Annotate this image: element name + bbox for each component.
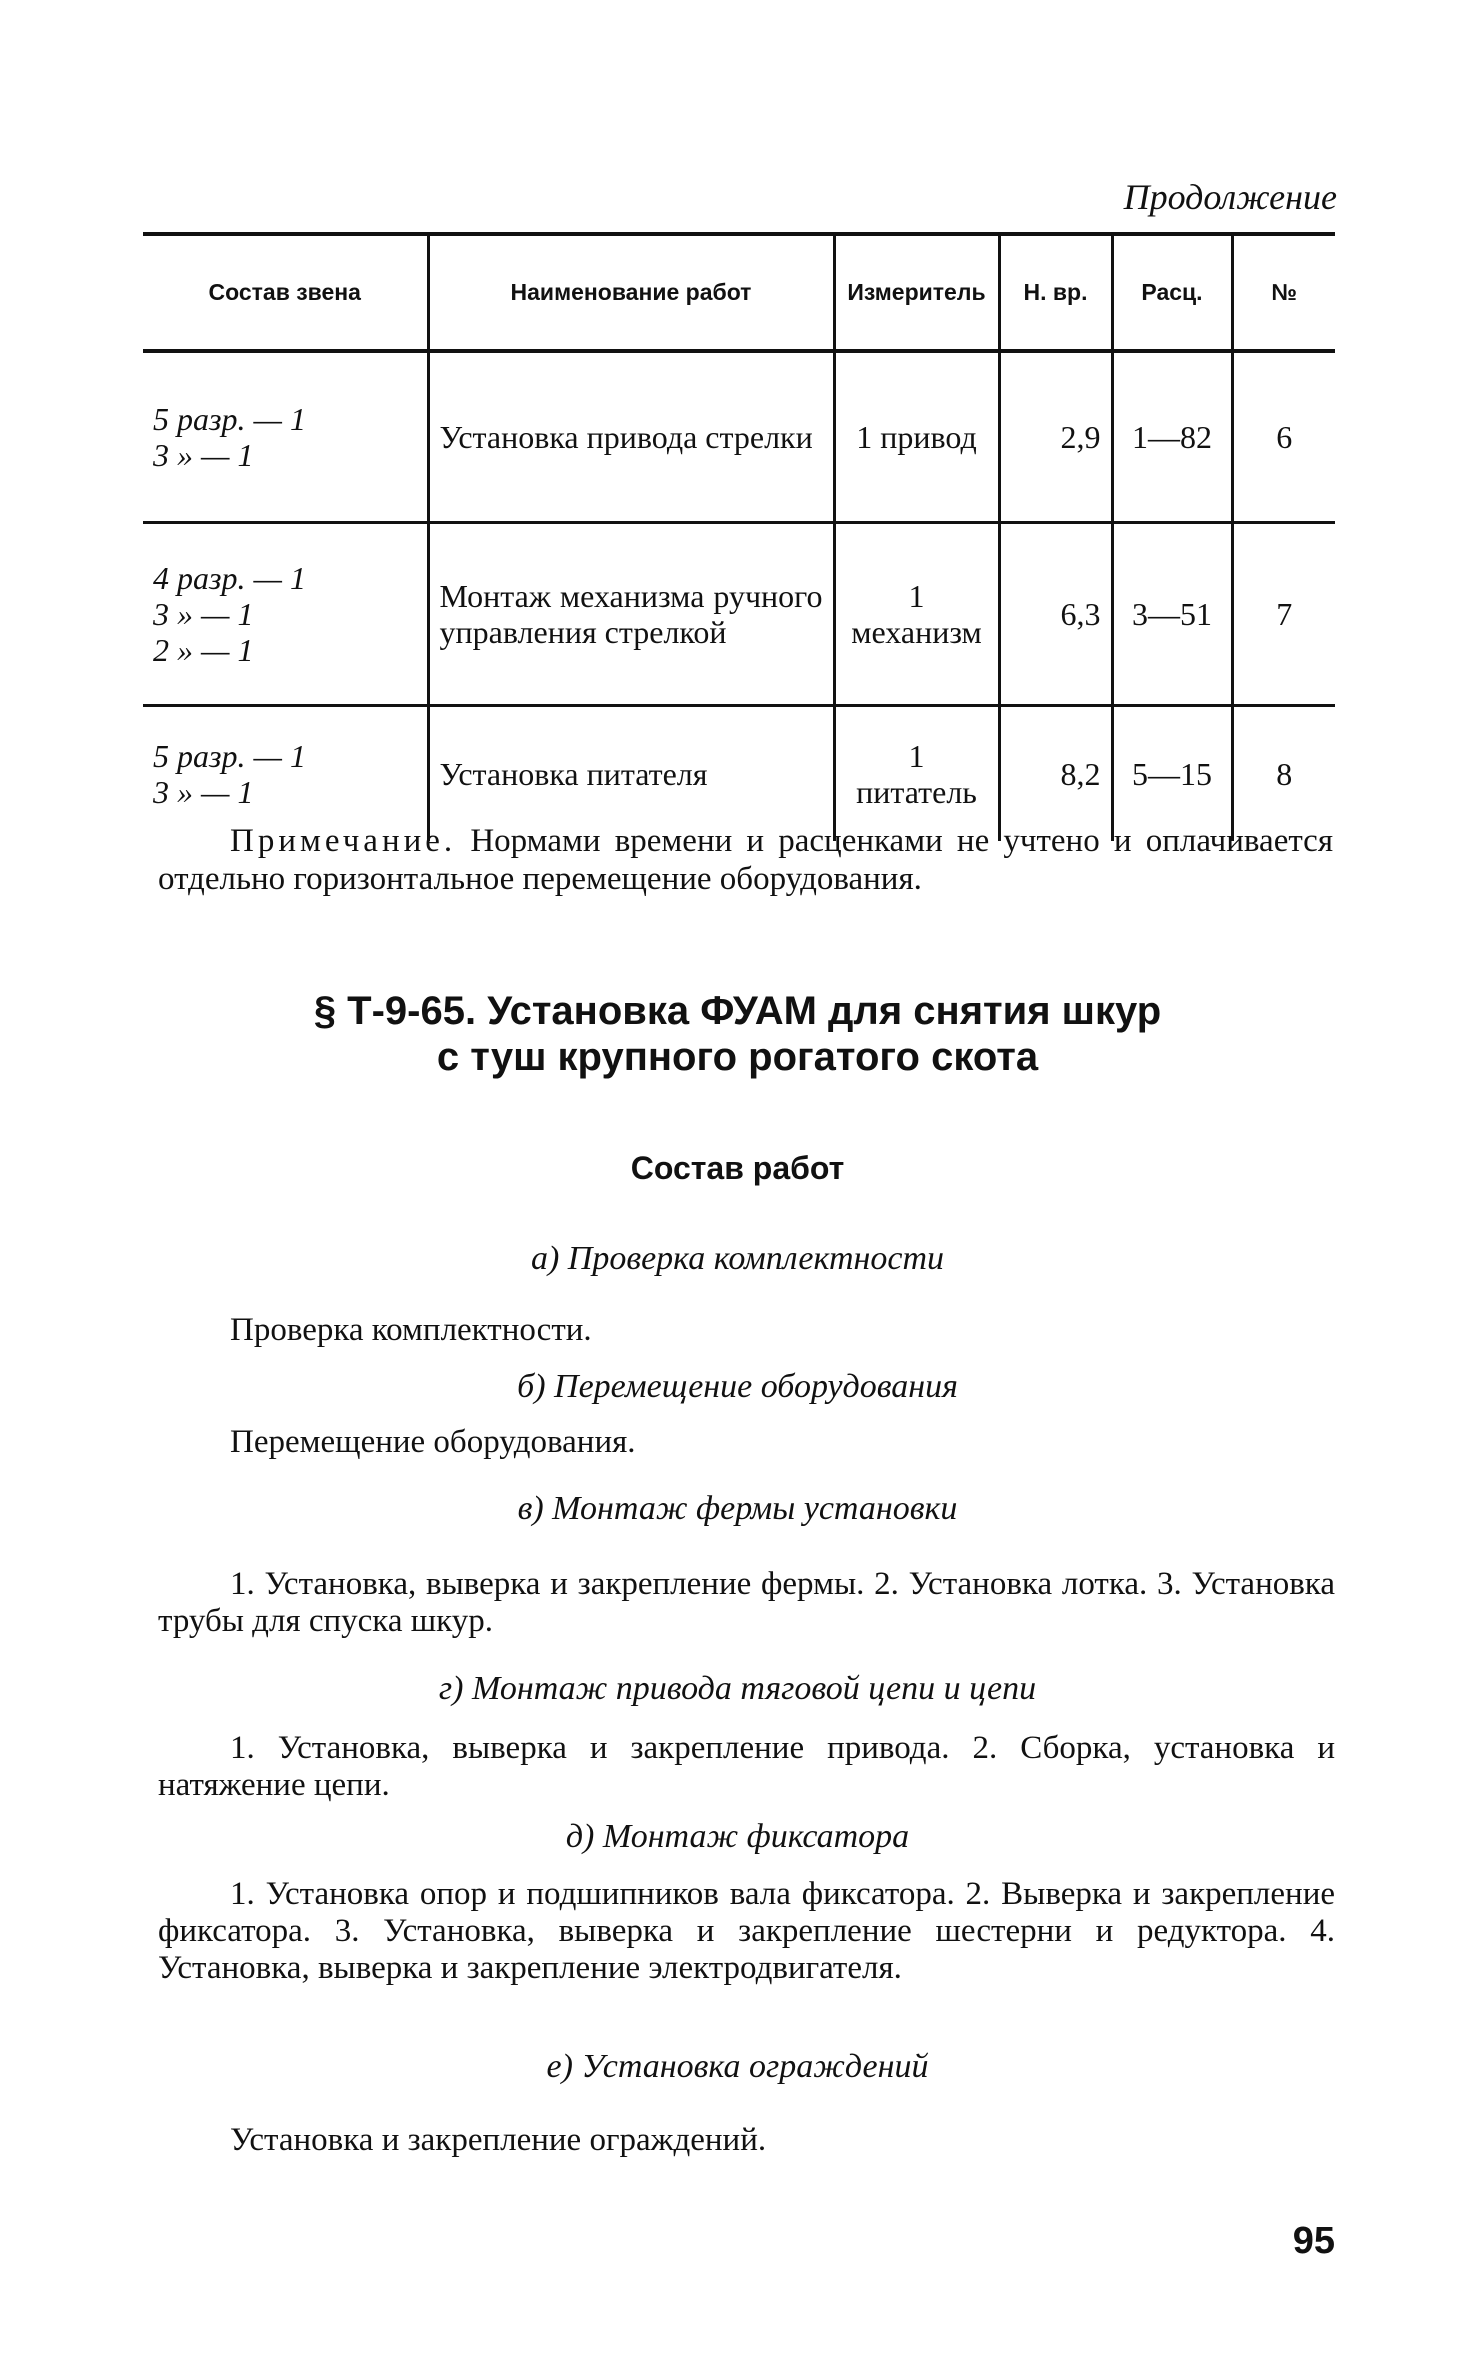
rate-cell: 3—51 [1112,523,1232,706]
subsection-heading: е) Установка ограждений [546,2048,929,2085]
table-note [158,822,1333,898]
subsection-heading: б) Перемещение оборудования [517,1368,958,1405]
subsection-text: 1. Установка, выверка и закрепление фермы. 2. Установка лотка. 3. Установка трубы для спуска шкур. [158,1566,1335,1639]
crew-line: 3 » — 1 [153,437,254,473]
composition-title: Состав работ [630,1150,845,1186]
no-cell: 8 [1232,706,1335,842]
subsection-heading: д) Монтаж фиксатора [565,1818,910,1855]
meter-cell: 1 механизм [834,523,999,706]
meter-cell: 1 привод [834,351,999,523]
subsection-text: Установка и закрепление ограждений. [230,2122,767,2158]
norm-cell: 2,9 [999,351,1112,523]
subsection-heading: а) Проверка комплектности [530,1240,945,1277]
header-no: № [1232,234,1335,351]
crew-line: 3 » — 1 [153,774,254,810]
subsection-heading: г) Монтаж привода тяговой цепи и цепи [438,1670,1037,1707]
crew-line: 3 » — 1 [153,596,254,632]
header-meter: Измеритель [834,234,999,351]
norm-cell: 6,3 [999,523,1112,706]
note-label: Примечание. [230,823,457,859]
norms-table [143,232,1335,841]
subsection-heading: в) Монтаж фермы установки [517,1490,958,1527]
crew-line: 4 разр. — 1 [153,560,306,596]
crew-line: 5 разр. — 1 [153,738,306,774]
subsection-text: 1. Установка, выверка и закрепление привода. 2. Сборка, установка и натяжение цепи. [158,1730,1335,1803]
header-norm: Н. вр. [999,234,1112,351]
work-cell: Установка питателя [428,706,834,842]
subsection-text: Проверка комплектности. [230,1312,592,1348]
section-title-line: с туш крупного рогатого скота [436,1035,1039,1079]
page-number: 95 [1292,2220,1335,2262]
header-rate: Расц. [1112,234,1232,351]
crew-line: 5 разр. — 1 [153,401,306,437]
table-row [143,351,1335,523]
no-cell: 6 [1232,351,1335,523]
no-cell: 7 [1232,523,1335,706]
subsection-text: 1. Установка опор и подшипников вала фиксатора. 2. Выверка и закрепление фиксатора. 3. Установка, выверка и закрепление шестерни и редуктора. 4. Установка, выверка и закрепление электродвигателя. [158,1876,1335,1986]
crew-line: 2 » — 1 [153,632,254,668]
header-work: Наименование работ [428,234,834,351]
work-cell: Монтаж механизма ручного управления стрелкой [428,523,834,706]
crew-cell [143,523,428,706]
header-crew: Состав звена [143,234,428,351]
continuation-label: Продолжение [1123,177,1337,217]
rate-cell: 5—15 [1112,706,1232,842]
rate-cell: 1—82 [1112,351,1232,523]
crew-cell [143,351,428,523]
meter-cell: 1 питатель [834,706,999,842]
note-text: Нормами времени и расценками не учтено и оплачивается отдельно горизонтальное перемещение оборудования. [158,823,1334,897]
table-row [143,523,1335,706]
subsection-text: Перемещение оборудования. [230,1424,636,1460]
table-row [143,706,1335,842]
section-title-line: § Т-9-65. Установка ФУАМ для снятия шкур [313,989,1162,1033]
norm-cell: 8,2 [999,706,1112,842]
work-cell: Установка привода стрелки [428,351,834,523]
crew-cell [143,706,428,842]
section-title [0,988,1475,1080]
table-header-row [143,234,1335,351]
